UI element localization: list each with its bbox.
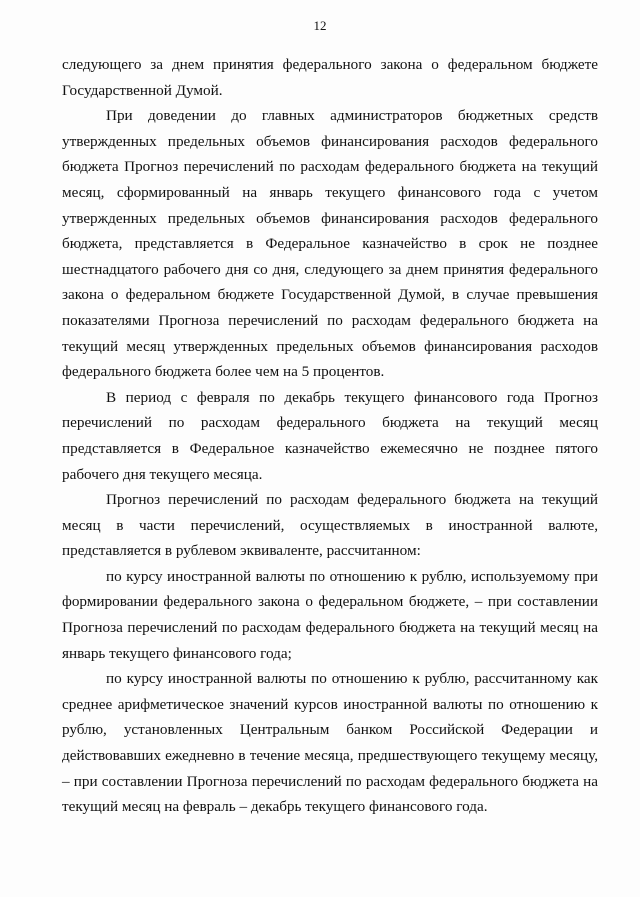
paragraph-rate-january: по курсу иностранной валюты по отношению к рублю, используемому при формировании федерального закона о федеральном бюджете, – при составлении Прогноза перечислений по расходам федерального бюджета на текущий месяц на январь текущего финансового года;	[62, 567, 598, 662]
paragraph-rate-average: по курсу иностранной валюты по отношению к рублю, рассчитанному как среднее арифметическое значений курсов иностранной валюты по отношению к рублю, установленных Центральным банком Российской Федерации и действовавших ежедневно в течение месяца, предшествующего текущему месяцу, – при составлении Прогноза перечислений по расходам федерального бюджета на текущий месяц на февраль – декабрь текущего финансового года.	[62, 670, 598, 816]
paragraph-funding-limits: При доведении до главных администраторов бюджетных средств утвержденных предельных объемов финансирования расходов федерального бюджета Прогноз перечислений по расходам федерального бюджета на текущий месяц, сформированный на январь текущего финансового года с учетом утвержденных предельных объемов финансирования расходов федерального бюджета, представляется в Федеральное казначейство в срок не позднее шестнадцатого рабочего дня со дня, следующего за днем принятия федерального закона о федеральном бюджете Государственной Думой, в случае превышения показателями Прогноза перечислений по расходам федерального бюджета на текущий месяц утвержденных предельных объемов финансирования расходов федерального бюджета более чем на 5 процентов.	[62, 107, 598, 381]
paragraph-continuation: следующего за днем принятия федерального закона о федеральном бюджете Государственной Думой.	[62, 56, 598, 99]
page-number: 12	[313, 18, 327, 33]
document-body	[62, 52, 598, 820]
paragraph-february-december: В период с февраля по декабрь текущего финансового года Прогноз перечислений по расходам федерального бюджета на текущий месяц представляется в Федеральное казначейство ежемесячно не позднее пятого рабочего дня текущего месяца.	[62, 388, 598, 483]
paragraph-foreign-currency: Прогноз перечислений по расходам федерального бюджета на текущий месяц в части перечислений, осуществляемых в иностранной валюте, представляется в рублевом эквиваленте, рассчитанном:	[62, 491, 598, 560]
